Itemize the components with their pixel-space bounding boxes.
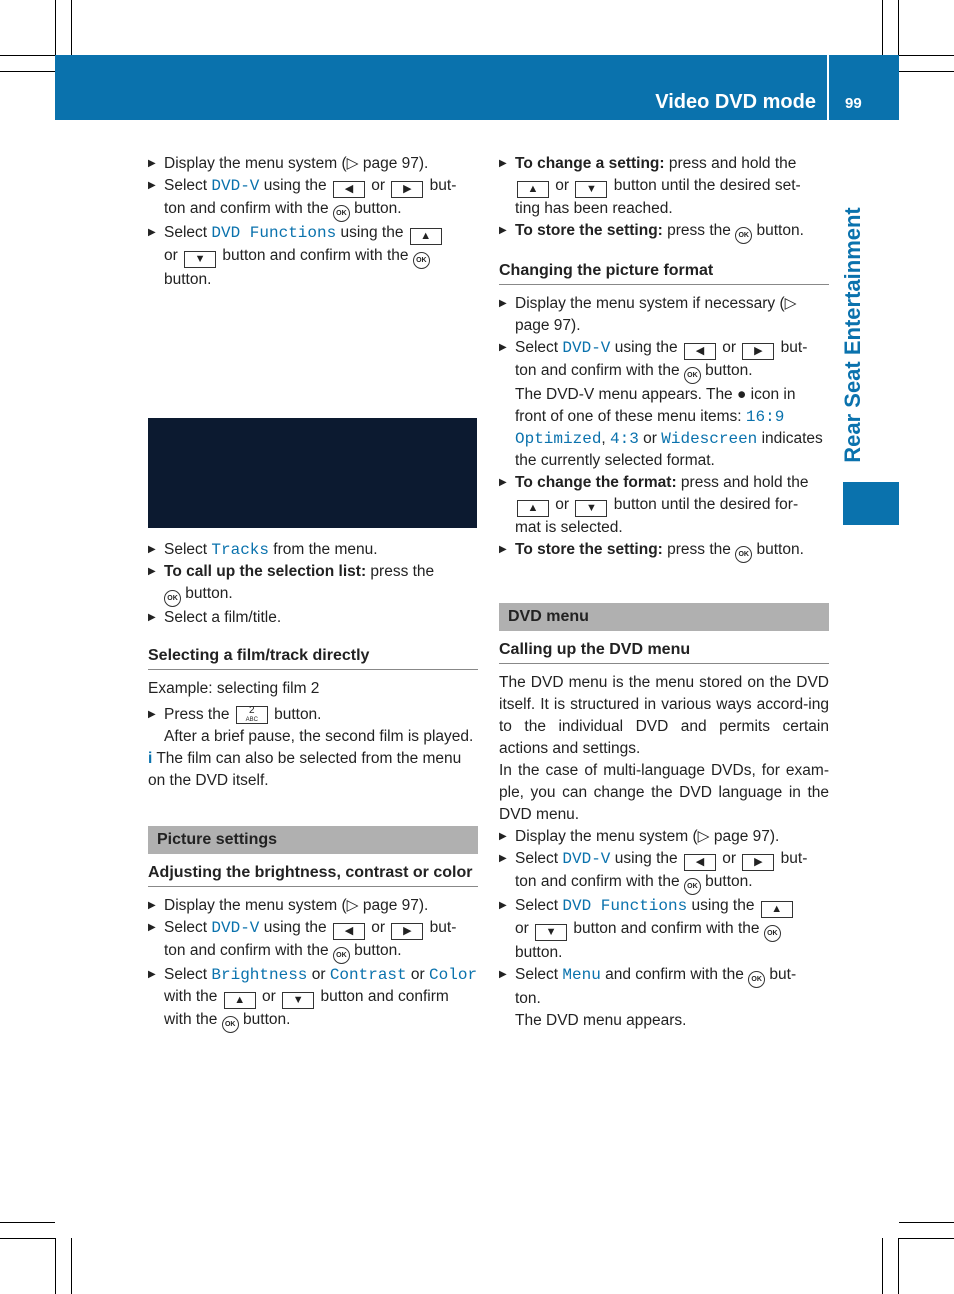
paragraph: The DVD menu is the menu stored on the DVD itself. It is structured in various ways accord-ing to the individual DVD and permits certain actions and settings. [499,674,829,757]
up-arrow-icon: ▲ [517,181,549,198]
ok-button-icon: OK [684,367,701,384]
step: ▶ Select Tracks from the menu. [148,539,478,561]
crop-mark [899,55,954,56]
down-arrow-icon: ▼ [575,181,607,198]
left-column-lower [148,539,478,1033]
section-bar-dvd-menu: DVD menu [499,603,829,631]
left-arrow-icon: ◀ [333,923,365,940]
ok-button-icon: OK [333,205,350,222]
section-bar-picture-settings: Picture settings [148,826,478,854]
ok-button-icon: OK [764,925,781,942]
ok-button-icon: OK [222,1016,239,1033]
menu-item-dvdv: DVD-V [562,339,611,357]
selected-dot-icon: ● [737,386,747,403]
menu-item-dvdv: DVD-V [211,919,260,937]
screen-image [148,418,477,528]
step: ▶ Select DVD Functions using the ▲ or ▼ button and confirm with the OK button. [499,895,829,964]
step: ▶ Select DVD-V using the ◀ or ▶ but- ton and confirm with the OK button. [148,175,478,222]
ok-button-icon: OK [748,971,765,988]
crop-mark [71,1238,72,1294]
step: ▶ Select DVD-V using the ◀ or ▶ but- ton and confirm with the OK button. [499,848,829,895]
crop-mark [55,0,56,55]
step: ▶ Select DVD-V using the ◀ or ▶ but- ton and confirm with the OK button. The DVD-V menu appears. The ● icon in front of one of these menu items: 16:9 Optimized, 4:3 or Widescreen indicates the currently selected format. [499,337,829,472]
paragraph: In the case of multi-language DVDs, for exam-ple, you can change the DVD language in the DVD menu. [499,762,829,823]
down-arrow-icon: ▼ [575,500,607,517]
left-arrow-icon: ◀ [333,181,365,198]
side-section-label [825,200,881,470]
menu-item-dvdv: DVD-V [562,850,611,868]
step: ▶ Select a film/title. [148,607,478,629]
page-title: Video DVD mode [655,91,816,113]
crop-mark [898,0,899,55]
ok-button-icon: OK [413,252,430,269]
menu-item-widescreen: Widescreen [661,430,758,448]
section-name: Rear Seat Entertainment [840,207,865,463]
menu-item-color: Color [429,966,478,984]
right-arrow-icon: ▶ [742,343,774,360]
header-divider [827,55,829,120]
crop-mark [0,71,55,72]
menu-item-4-3: 4:3 [610,430,639,448]
step: ▶ Display the menu system (▷ page 97). [148,895,478,917]
step: ▶ To change a setting: press and hold the ▲ or ▼ button until the desired set- ting has been reached. [499,153,829,220]
step: ▶ Select DVD Functions using the ▲ or ▼ button and confirm with the OK button. [148,222,478,291]
page-number: 99 [845,95,862,112]
crop-mark [55,1238,56,1294]
up-arrow-icon: ▲ [224,992,256,1009]
number-2-key-icon: 2 ABC [236,706,268,724]
left-arrow-icon: ◀ [684,854,716,871]
info-note: i The film can also be selected from the menu on the DVD itself. [148,750,462,789]
crop-mark [899,1222,954,1223]
step: ▶ To change the format: press and hold the ▲ or ▼ button until the desired for- mat is selected. [499,472,829,539]
crop-mark [899,71,954,72]
step: ▶ Select DVD-V using the ◀ or ▶ but- ton and confirm with the OK button. [148,917,478,964]
crop-mark [882,1238,883,1294]
menu-item-contrast: Contrast [329,966,407,984]
right-arrow-icon: ▶ [391,923,423,940]
down-arrow-icon: ▼ [282,992,314,1009]
step: ▶ Display the menu system if necessary (▷ page 97). [499,293,829,337]
heading-adjust-brightness: Adjusting the brightness, contrast or color [148,862,478,887]
crop-mark [899,1238,954,1239]
step: ▶ To store the setting: press the OK button. [499,539,829,563]
ok-button-icon: OK [735,546,752,563]
menu-item-16-9-optimized: 16:9 Optimized [515,408,785,448]
menu-item-brightness: Brightness [211,966,308,984]
menu-item-dvdv: DVD-V [211,177,260,195]
menu-item-menu: Menu [562,966,601,984]
step: ▶ Display the menu system (▷ page 97). [148,153,478,175]
crop-mark [0,1238,55,1239]
heading-select-directly: Selecting a film/track directly [148,645,478,670]
menu-item-tracks: Tracks [211,541,269,559]
crop-mark [898,1238,899,1294]
crop-mark [0,55,55,56]
step: ▶ Display the menu system (▷ page 97). [499,826,829,848]
up-arrow-icon: ▲ [410,228,442,245]
page-header [55,55,899,120]
menu-item-dvd-functions: DVD Functions [562,897,688,915]
heading-calling-dvd-menu: Calling up the DVD menu [499,639,829,664]
ok-button-icon: OK [333,947,350,964]
step: ▶ Select Brightness or Contrast or Color with the ▲ or ▼ button and confirm with the OK button. [148,964,478,1033]
down-arrow-icon: ▼ [535,924,567,941]
up-arrow-icon: ▲ [517,500,549,517]
step: ▶ To store the setting: press the OK button. [499,220,829,244]
ok-button-icon: OK [735,227,752,244]
heading-picture-format: Changing the picture format [499,260,829,285]
down-arrow-icon: ▼ [184,251,216,268]
section-tab [843,482,899,525]
info-icon: i [148,750,153,767]
crop-mark [0,1222,55,1223]
example-text: Example: selecting film 2 [148,680,320,697]
left-column [148,153,478,291]
left-arrow-icon: ◀ [684,343,716,360]
step: ▶ Select Menu and confirm with the OK but- ton. The DVD menu appears. [499,964,829,1032]
step: ▶ To call up the selection list: press the OK button. [148,561,478,607]
ok-button-icon: OK [684,878,701,895]
right-column [499,153,829,1032]
right-arrow-icon: ▶ [742,854,774,871]
step: ▶ Press the 2 ABC button. After a brief pause, the second film is played. [148,704,478,748]
up-arrow-icon: ▲ [761,901,793,918]
crop-mark [882,0,883,55]
screen-image-faded [148,300,477,418]
ok-button-icon: OK [164,590,181,607]
menu-item-dvd-functions: DVD Functions [211,224,337,242]
crop-mark [71,0,72,55]
right-arrow-icon: ▶ [391,181,423,198]
